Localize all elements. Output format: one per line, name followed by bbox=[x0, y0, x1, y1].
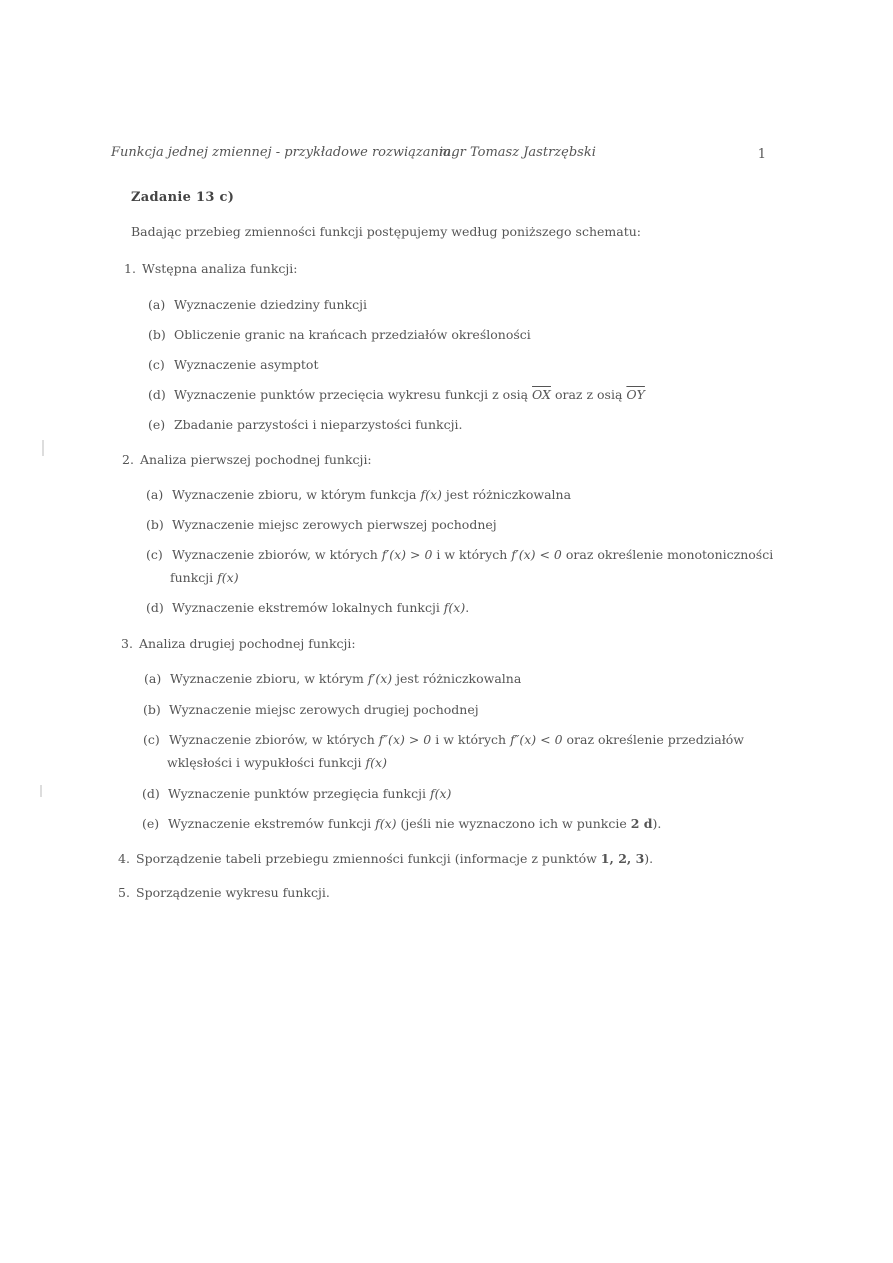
section-title: Analiza pierwszej pochodnej funkcji: bbox=[140, 452, 372, 467]
document-title: Funkcja jednej zmiennej - przykładowe rozwiązania. bbox=[111, 145, 455, 160]
list-item: (b) Wyznaczenie miejsc zerowych drugiej pochodnej bbox=[143, 702, 479, 717]
list-item: (a) Wyznaczenie zbioru, w którym f′(x) jest różniczkowalna bbox=[144, 671, 522, 686]
list-item: (c) Wyznaczenie zbiorów, w których f″(x) > 0 i w których f″(x) < 0 oraz określenie przedziałów bbox=[143, 732, 745, 747]
section-4-heading: 4. Sporządzenie tabeli przebiegu zmienności funkcji (informacje z punktów 1, 2, 3). bbox=[118, 851, 654, 866]
list-item: (d) Wyznaczenie punktów przegięcia funkcji f(x) bbox=[142, 786, 452, 801]
list-item: (b) Wyznaczenie miejsc zerowych pierwszej pochodnej bbox=[146, 517, 497, 532]
list-item: (e) Zbadanie parzystości i nieparzystości funkcji. bbox=[148, 417, 463, 432]
section-number: 5. bbox=[118, 885, 130, 900]
list-item: (a) Wyznaczenie dziedziny funkcji bbox=[148, 297, 367, 312]
section-title: Analiza drugiej pochodnej funkcji: bbox=[139, 636, 356, 651]
section-5-heading bbox=[118, 885, 330, 900]
list-item: (c) Wyznaczenie asymptot bbox=[148, 357, 319, 372]
intro-text: Badając przebieg zmienności funkcji postępujemy według poniższego schematu: bbox=[131, 224, 641, 239]
section-number: 1. bbox=[124, 261, 136, 276]
page-number: 1 bbox=[757, 147, 766, 162]
section-number: 2. bbox=[122, 452, 134, 467]
section-number: 4. bbox=[118, 851, 130, 866]
axis-ox: $\overline{OX}$ bbox=[532, 387, 551, 402]
list-item: (b) Obliczenie granic na krańcach przedziałów określoności bbox=[148, 327, 531, 342]
list-item: (d) Wyznaczenie ekstremów lokalnych funkcji f(x). bbox=[146, 600, 470, 615]
section-title: Sporządzenie wykresu funkcji. bbox=[136, 885, 330, 900]
list-item: (d) Wyznaczenie punktów przecięcia wykresu funkcji z osią $\overline{OX}$ oraz z osią $\overline{OY}$ bbox=[148, 387, 645, 402]
axis-oy: $\overline{OY}$ bbox=[626, 387, 645, 402]
author-name: mgr Tomasz Jastrzębski bbox=[439, 145, 596, 160]
section-number: 3. bbox=[121, 636, 133, 651]
list-item: (a) Wyznaczenie zbioru, w którym funkcja f(x) jest różniczkowalna bbox=[146, 487, 572, 502]
scan-mark bbox=[42, 440, 44, 456]
section-title: Wstępna analiza funkcji: bbox=[142, 261, 298, 276]
list-item: (e) Wyznaczenie ekstremów funkcji f(x) (jeśli nie wyznaczono ich w punkcie 2 d). bbox=[142, 816, 662, 831]
section-1-heading bbox=[124, 261, 298, 276]
list-item: (c) Wyznaczenie zbiorów, w których f′(x) > 0 i w których f′(x) < 0 oraz określenie monotoniczności bbox=[146, 547, 774, 562]
section-3-heading bbox=[121, 636, 356, 651]
list-item-continuation: wklęsłości i wypukłości funkcji f(x) bbox=[167, 755, 387, 770]
section-2-heading bbox=[122, 452, 372, 467]
list-item-continuation: funkcji f(x) bbox=[170, 570, 239, 585]
scan-mark bbox=[40, 785, 42, 797]
task-title: Zadanie 13 c) bbox=[131, 190, 235, 205]
